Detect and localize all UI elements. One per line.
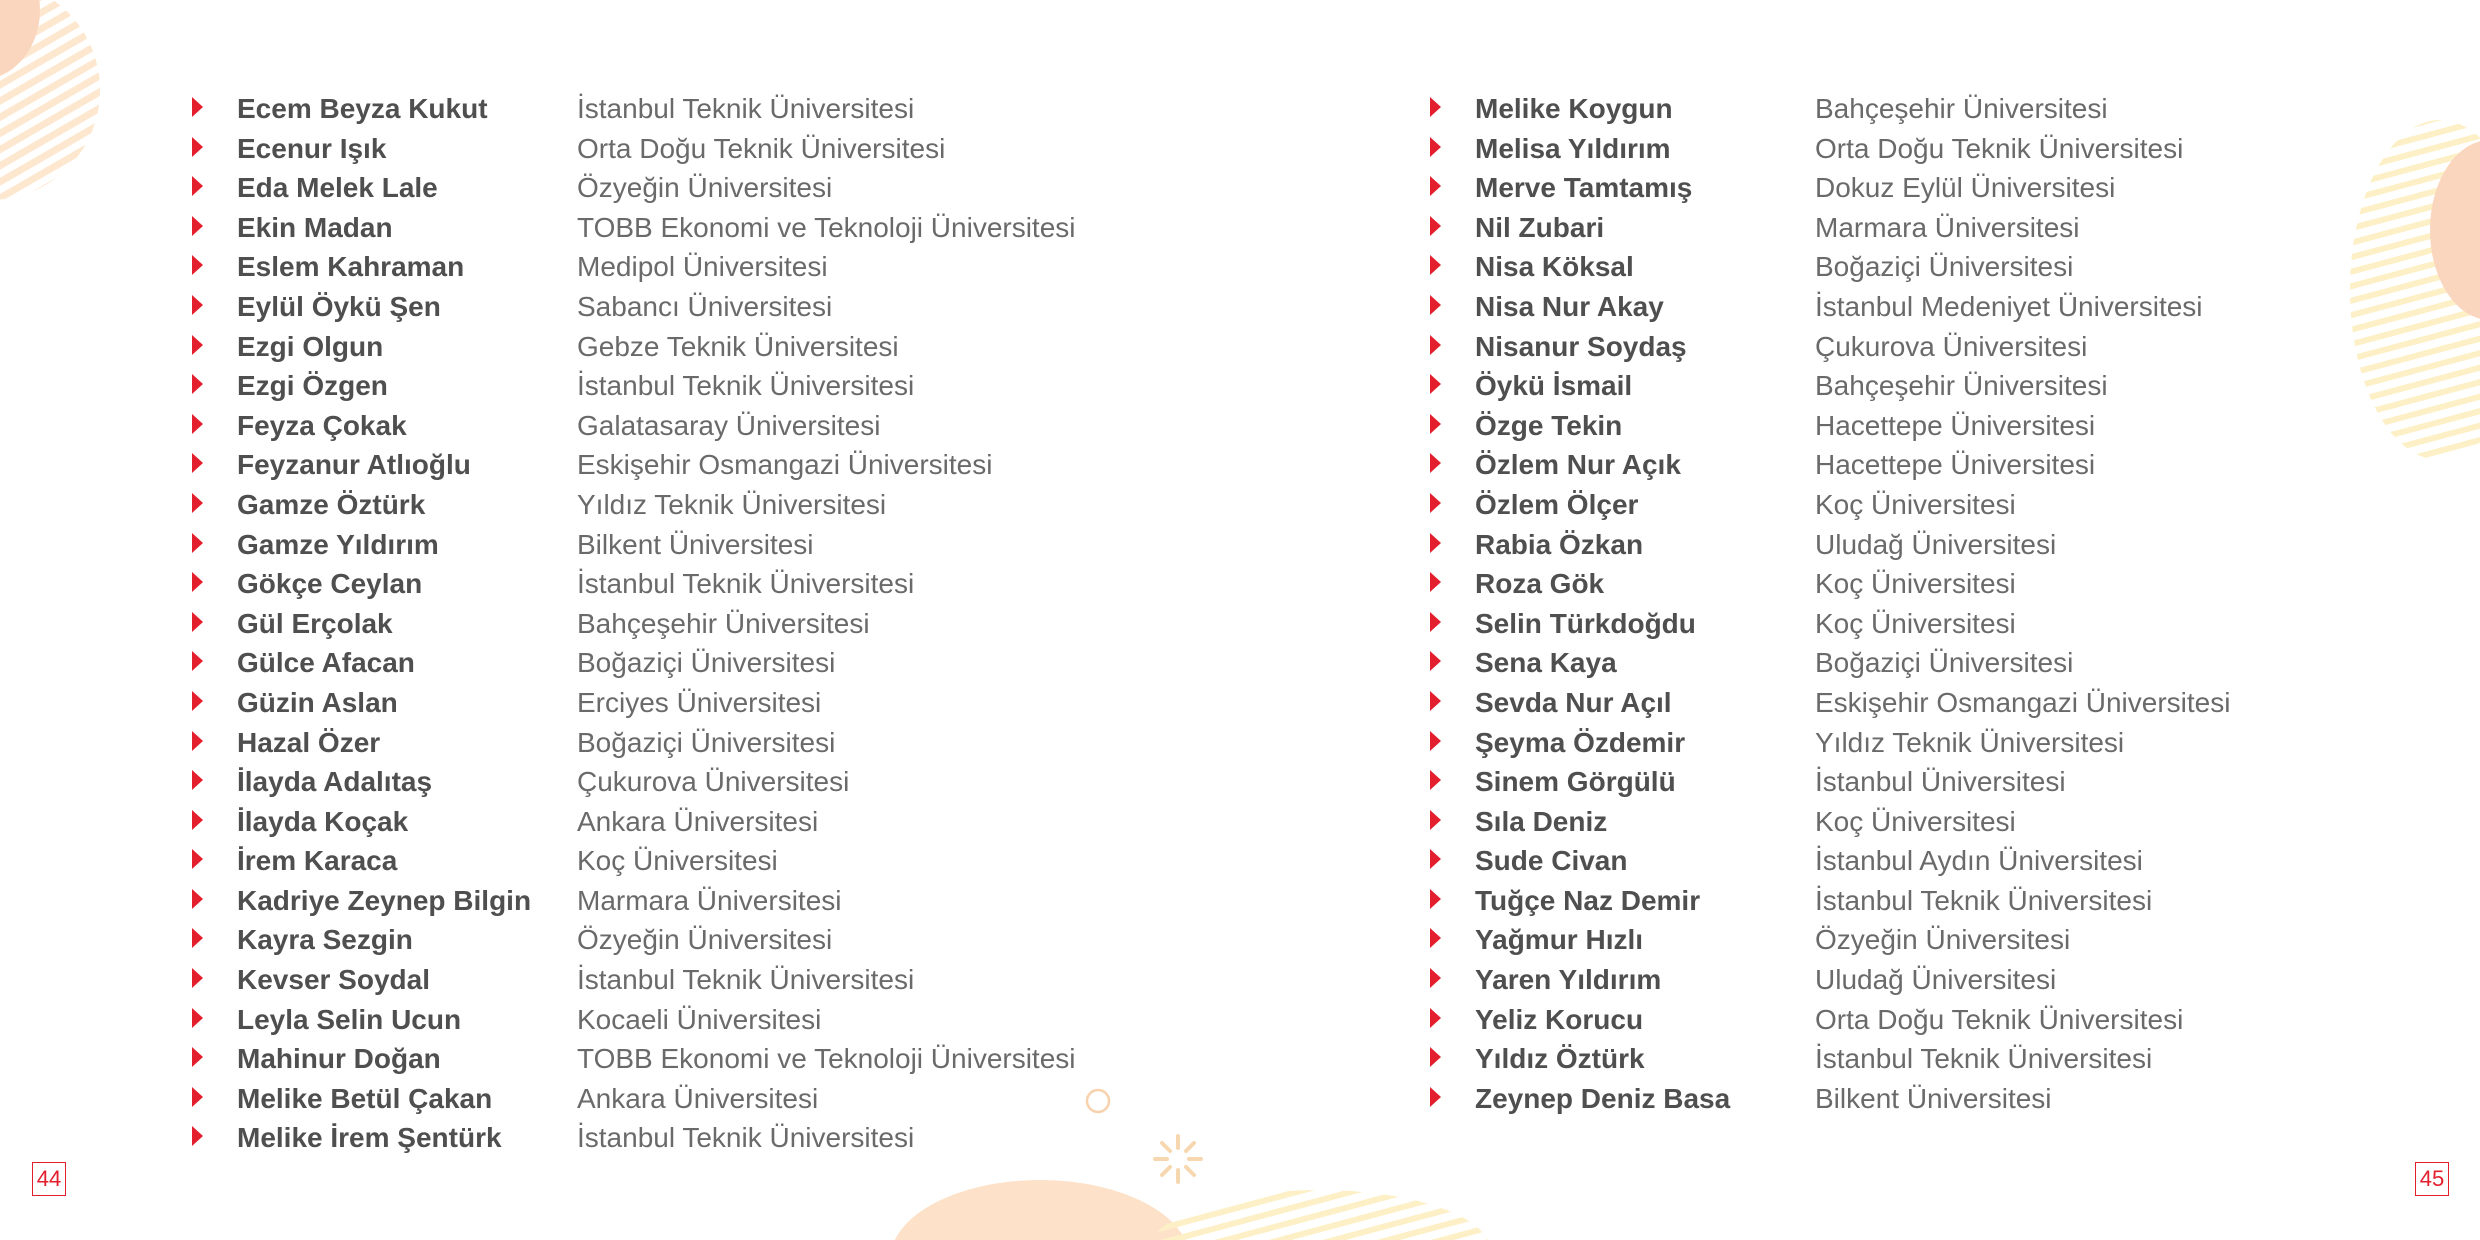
- person-name: Ezgi Özgen: [237, 370, 388, 402]
- university-name: İstanbul Teknik Üniversitesi: [577, 93, 915, 124]
- university-name: Orta Doğu Teknik Üniversitesi: [1815, 132, 2184, 164]
- university-name: İstanbul Teknik Üniversitesi: [1815, 884, 2153, 916]
- person-name: Yaren Yıldırım: [1475, 964, 1662, 996]
- university-name: Boğaziçi Üniversitesi: [1815, 251, 2074, 283]
- bullet-arrow-icon: [192, 770, 203, 790]
- university-name: Koç Üniversitesi: [577, 845, 778, 877]
- person-name: Sinem Görgülü: [1475, 766, 1676, 798]
- person-name: Sevda Nur Açıl: [1475, 686, 1672, 718]
- bullet-arrow-icon: [192, 255, 203, 275]
- person-name: Sıla Deniz: [1475, 805, 1608, 837]
- person-name: Gül Erçolak: [237, 607, 393, 639]
- person-name: Melisa Yıldırım: [1475, 132, 1671, 164]
- blob-top-left-solid: [0, 0, 40, 80]
- person-name: Ekin Madan: [237, 211, 393, 243]
- university-name: Galatasaray Üniversitesi: [577, 409, 881, 441]
- university-name: Özyeğin Üniversitesi: [1815, 924, 2071, 956]
- bullet-arrow-icon: [192, 453, 203, 473]
- bullet-arrow-icon: [1430, 889, 1441, 909]
- blob-right-stripes: [2350, 120, 2480, 460]
- person-name: Özge Tekin: [1475, 409, 1623, 441]
- person-name: Kayra Sezgin: [237, 924, 413, 956]
- person-name: Melike İrem Şentürk: [237, 1122, 502, 1154]
- university-name: Orta Doğu Teknik Üniversitesi: [577, 132, 946, 164]
- person-name: Ecem Beyza Kukut: [237, 93, 488, 124]
- university-name: Bilkent Üniversitesi: [577, 528, 814, 560]
- person-name: Sude Civan: [1475, 845, 1628, 877]
- university-name: Uludağ Üniversitesi: [1815, 528, 2057, 560]
- bullet-arrow-icon: [192, 493, 203, 513]
- university-name: Yıldız Teknik Üniversitesi: [577, 488, 887, 520]
- person-name: Mahinur Doğan: [237, 1043, 441, 1075]
- person-name: Leyla Selin Ucun: [237, 1003, 462, 1035]
- university-name: Ankara Üniversitesi: [577, 805, 819, 837]
- bullet-arrow-icon: [1430, 335, 1441, 355]
- bullet-arrow-icon: [1430, 414, 1441, 434]
- bullet-arrow-icon: [192, 176, 203, 196]
- blob-right-solid: [2430, 140, 2480, 320]
- university-name: İstanbul Teknik Üniversitesi: [577, 370, 915, 402]
- university-name: Koç Üniversitesi: [1815, 568, 2016, 600]
- university-name: TOBB Ekonomi ve Teknoloji Üniversitesi: [577, 1043, 1076, 1075]
- bullet-arrow-icon: [1430, 691, 1441, 711]
- bullet-arrow-icon: [1430, 928, 1441, 948]
- bullet-arrow-icon: [1430, 493, 1441, 513]
- university-name: Çukurova Üniversitesi: [1815, 330, 2088, 362]
- person-name: İlayda Adalıtaş: [237, 766, 433, 798]
- bullet-arrow-icon: [192, 1047, 203, 1067]
- university-name: Bahçeşehir Üniversitesi: [1815, 370, 2108, 402]
- bullet-arrow-icon: [192, 651, 203, 671]
- person-name: Özlem Ölçer: [1475, 488, 1639, 520]
- person-name: Kadriye Zeynep Bilgin: [237, 884, 532, 916]
- person-name: Roza Gök: [1475, 568, 1605, 600]
- bullet-arrow-icon: [1430, 1087, 1441, 1107]
- bullet-arrow-icon: [1430, 374, 1441, 394]
- university-name: Erciyes Üniversitesi: [577, 686, 822, 718]
- person-name: Gamze Yıldırım: [237, 528, 439, 560]
- university-name: Boğaziçi Üniversitesi: [577, 647, 836, 679]
- university-name: Kocaeli Üniversitesi: [577, 1003, 822, 1035]
- university-name: Boğaziçi Üniversitesi: [577, 726, 836, 758]
- bullet-arrow-icon: [1430, 97, 1441, 117]
- person-name: Özlem Nur Açık: [1475, 449, 1681, 481]
- person-name: Gülce Afacan: [237, 647, 415, 679]
- bullet-arrow-icon: [1430, 176, 1441, 196]
- bullet-arrow-icon: [192, 137, 203, 157]
- person-name: Yağmur Hızlı: [1475, 924, 1644, 956]
- bullet-arrow-icon: [1430, 255, 1441, 275]
- university-name: İstanbul Aydın Üniversitesi: [1815, 845, 2143, 877]
- university-name: Bahçeşehir Üniversitesi: [1815, 93, 2108, 124]
- person-name: Feyzanur Atlıoğlu: [237, 449, 471, 481]
- bullet-arrow-icon: [192, 374, 203, 394]
- bullet-arrow-icon: [1430, 770, 1441, 790]
- person-name: Gamze Öztürk: [237, 488, 426, 520]
- university-name: Koç Üniversitesi: [1815, 488, 2016, 520]
- person-name: Melike Betül Çakan: [237, 1082, 493, 1114]
- university-name: Hacettepe Üniversitesi: [1815, 409, 2096, 441]
- bullet-arrow-icon: [192, 1126, 203, 1146]
- bullet-arrow-icon: [192, 968, 203, 988]
- bullet-arrow-icon: [192, 1087, 203, 1107]
- person-name: İrem Karaca: [237, 845, 398, 877]
- bullet-arrow-icon: [1430, 731, 1441, 751]
- blob-bottom-stripes: [1150, 1190, 1490, 1240]
- university-name: Çukurova Üniversitesi: [577, 766, 850, 798]
- person-name: Eylül Öykü Şen: [237, 290, 441, 322]
- university-name: İstanbul Teknik Üniversitesi: [577, 568, 915, 600]
- person-name: Melike Koygun: [1475, 93, 1673, 124]
- university-name: Hacettepe Üniversitesi: [1815, 449, 2096, 481]
- person-name: Yıldız Öztürk: [1475, 1043, 1645, 1075]
- blob-top-left-stripes: [0, 0, 100, 200]
- person-name: Gökçe Ceylan: [237, 568, 423, 600]
- bullet-arrow-icon: [192, 691, 203, 711]
- university-name: Bilkent Üniversitesi: [1815, 1082, 2052, 1114]
- bullet-arrow-icon: [192, 731, 203, 751]
- bullet-arrow-icon: [192, 1008, 203, 1028]
- person-name: Nisa Köksal: [1475, 251, 1634, 283]
- bullet-arrow-icon: [192, 612, 203, 632]
- sparkle-ornament: [1155, 1136, 1201, 1182]
- bullet-arrow-icon: [1430, 810, 1441, 830]
- university-name: Marmara Üniversitesi: [577, 884, 842, 916]
- university-name: Dokuz Eylül Üniversitesi: [1815, 172, 2116, 204]
- person-name: Eslem Kahraman: [237, 251, 465, 283]
- bullet-arrow-icon: [192, 849, 203, 869]
- bullet-arrow-icon: [1430, 295, 1441, 315]
- bullet-arrow-icon: [1430, 533, 1441, 553]
- bullet-arrow-icon: [1430, 612, 1441, 632]
- person-name: Ezgi Olgun: [237, 330, 384, 362]
- university-name: Medipol Üniversitesi: [577, 251, 828, 283]
- university-name: Marmara Üniversitesi: [1815, 211, 2080, 243]
- university-name: İstanbul Medeniyet Üniversitesi: [1815, 290, 2203, 322]
- university-name: Özyeğin Üniversitesi: [577, 172, 833, 204]
- university-name: Eskişehir Osmangazi Üniversitesi: [1815, 686, 2231, 718]
- bullet-arrow-icon: [1430, 1047, 1441, 1067]
- person-name: Kevser Soydal: [237, 964, 430, 996]
- page-number-right: 45: [2415, 1162, 2449, 1196]
- person-name: Nisa Nur Akay: [1475, 290, 1664, 322]
- bullet-arrow-icon: [192, 414, 203, 434]
- university-name: Uludağ Üniversitesi: [1815, 964, 2057, 996]
- university-name: İstanbul Teknik Üniversitesi: [577, 1122, 915, 1154]
- bullet-arrow-icon: [1430, 453, 1441, 473]
- person-name: Ecenur Işık: [237, 132, 387, 164]
- page-number-left: 44: [32, 1162, 66, 1196]
- bullet-arrow-icon: [1430, 572, 1441, 592]
- university-name: Koç Üniversitesi: [1815, 607, 2016, 639]
- person-name: İlayda Koçak: [237, 805, 409, 837]
- bullet-arrow-icon: [192, 216, 203, 236]
- university-name: İstanbul Teknik Üniversitesi: [577, 964, 915, 996]
- person-name: Rabia Özkan: [1475, 528, 1644, 560]
- university-name: Yıldız Teknik Üniversitesi: [1815, 726, 2125, 758]
- university-name: Orta Doğu Teknik Üniversitesi: [1815, 1003, 2184, 1035]
- bullet-arrow-icon: [192, 810, 203, 830]
- person-name: Merve Tamtamış: [1475, 172, 1693, 204]
- bullet-arrow-icon: [192, 928, 203, 948]
- person-name: Yeliz Korucu: [1475, 1003, 1644, 1035]
- bullet-arrow-icon: [192, 889, 203, 909]
- ring-ornament: [1087, 1090, 1109, 1112]
- person-name: Sena Kaya: [1475, 647, 1617, 679]
- bullet-arrow-icon: [192, 295, 203, 315]
- person-name: Zeynep Deniz Basa: [1475, 1082, 1731, 1114]
- bullet-arrow-icon: [1430, 137, 1441, 157]
- person-name: Nil Zubari: [1475, 211, 1605, 243]
- person-name: Nisanur Soydaş: [1475, 330, 1687, 362]
- university-name: Ankara Üniversitesi: [577, 1082, 819, 1114]
- bullet-arrow-icon: [1430, 968, 1441, 988]
- university-name: Sabancı Üniversitesi: [577, 290, 833, 322]
- person-name: Hazal Özer: [237, 726, 381, 758]
- bullet-arrow-icon: [192, 335, 203, 355]
- person-name: Eda Melek Lale: [237, 172, 438, 204]
- university-name: Koç Üniversitesi: [1815, 805, 2016, 837]
- university-name: İstanbul Üniversitesi: [1815, 766, 2066, 798]
- person-name: Şeyma Özdemir: [1475, 726, 1686, 758]
- bullet-arrow-icon: [192, 533, 203, 553]
- person-name: Selin Türkdoğdu: [1475, 607, 1696, 639]
- bullet-arrow-icon: [1430, 1008, 1441, 1028]
- university-name: Bahçeşehir Üniversitesi: [577, 607, 870, 639]
- university-name: Gebze Teknik Üniversitesi: [577, 330, 899, 362]
- bullet-arrow-icon: [1430, 849, 1441, 869]
- university-name: Boğaziçi Üniversitesi: [1815, 647, 2074, 679]
- university-name: Özyeğin Üniversitesi: [577, 924, 833, 956]
- bullet-arrow-icon: [192, 97, 203, 117]
- bullet-arrow-icon: [1430, 216, 1441, 236]
- person-name: Tuğçe Naz Demir: [1475, 884, 1701, 916]
- university-name: TOBB Ekonomi ve Teknoloji Üniversitesi: [577, 211, 1076, 243]
- person-name: Öykü İsmail: [1475, 370, 1633, 402]
- blob-bottom-solid: [890, 1180, 1190, 1240]
- person-name: Güzin Aslan: [237, 686, 398, 718]
- bullet-arrow-icon: [192, 572, 203, 592]
- person-name: Feyza Çokak: [237, 409, 407, 441]
- bullet-arrow-icon: [1430, 651, 1441, 671]
- university-name: İstanbul Teknik Üniversitesi: [1815, 1043, 2153, 1075]
- university-name: Eskişehir Osmangazi Üniversitesi: [577, 449, 993, 481]
